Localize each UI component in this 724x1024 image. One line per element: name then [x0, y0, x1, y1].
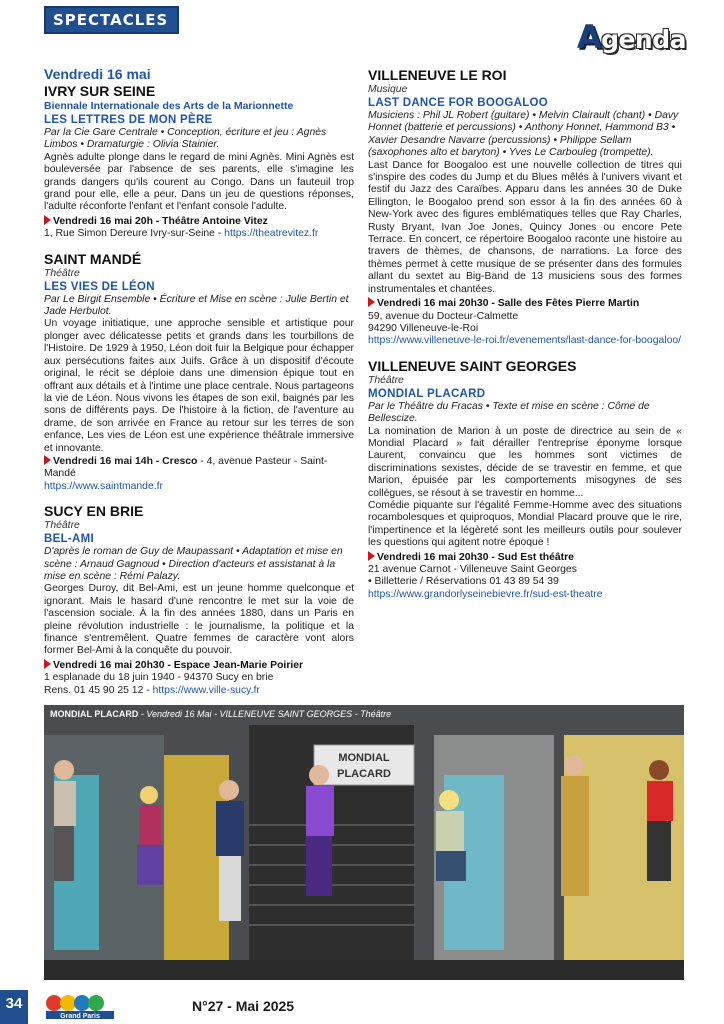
- section-tag: SPECTACLES: [44, 6, 179, 34]
- city-heading: SUCY EN BRIE: [44, 503, 144, 520]
- description: Last Dance for Boogaloo est une nouvelle collection de titres qui s'inspire des codes du Jump et du Blues mêlés à l'univers vivant et festif du Jazz des Caraïbes. Apparu dans les années 30 de Duke Ellington, le Boogaloo prend son essor à la fin des années 60 à New-York avec des figures emblématiques telles que Ray Charles, Rusty Bryant, Ivan Joe Jones, Quincy Jones ou encore Pete Terrace. En concert, ce répertoire Boogaloo raconte une histoire au travers de thèmes, de chansons, de narrations. La force des thèmes permet à cette musique de se présenter dans des formules allant du sextet au Big-Band de 13 musiciens sous des formes instrumentales et chantées.: [368, 159, 682, 295]
- website-link[interactable]: https://www.ville-sucy.fr: [152, 684, 260, 696]
- arrow-icon: [44, 215, 51, 225]
- address-line: 94290 Villeneuve-le-Roi: [368, 322, 479, 334]
- event-ivry: [44, 83, 354, 241]
- address: 1 esplanade du 18 juin 1940 - 94370 Sucy en brie: [44, 672, 274, 684]
- address: 21 avenue Carnot - Villeneuve Saint Georges: [368, 564, 577, 575]
- website-link[interactable]: https://www.villeneuve-le-roi.fr/evenements/last-dance-for-boogaloo/: [368, 335, 682, 347]
- description: Georges Duroy, dit Bel-Ami, est un jeune homme quelconque et ignorant. Mais le hasard d'une rencontre le met sur la voie de l'ascension sociale. À la fin des années 1880, dans un Paris en pleine révolution industrielle : le journalisme, la politique et la finance s'entremêlent. Quatre femmes de caractère vont alors former Bel-Ami à la conquête du pouvoir.: [44, 583, 354, 657]
- show-title: BEL-AMI: [44, 533, 95, 546]
- address-line: 59, avenue du Docteur-Calmette: [368, 310, 519, 322]
- show-title: LES VIES DE LÉON: [44, 280, 155, 293]
- phone: Rens. 01 45 90 25 12 - https://www.ville-sucy.fr: [44, 684, 260, 696]
- date-line: Vendredi 16 mai 20h30 - Espace Jean-Marie Poirier: [44, 659, 354, 672]
- event-villeneuve-saint-georges: [368, 358, 682, 602]
- right-column: [368, 66, 682, 611]
- issue-number: N°27 - Mai 2025: [192, 998, 295, 1014]
- show-title: MONDIAL PLACARD: [368, 387, 486, 400]
- show-photo: [44, 705, 684, 980]
- arrow-icon: [368, 551, 375, 561]
- website-link[interactable]: https://theatrevitez.fr: [224, 228, 319, 240]
- arrow-icon: [44, 455, 51, 465]
- event-saint-mande: [44, 251, 354, 494]
- website-link[interactable]: https://www.saintmande.fr: [44, 480, 163, 492]
- genre: Théâtre: [44, 520, 80, 532]
- credits: Musiciens : Phil JL Robert (guitare) • Melvin Clairault (chant) • Davy Honnet (batterie et percussions) • Anthony Honnet, Hammond B3 • Xavier Desandre Navarre (percussions) • Philippe Sellam (saxophones alto et baryton) • Yves Le Carbouleg (trompette).: [368, 110, 679, 159]
- website-link[interactable]: https://www.grandorlyseinebievre.fr/sud-est-theatre: [368, 588, 603, 600]
- city-heading: SAINT MANDÉ: [44, 250, 142, 267]
- genre: Musique: [368, 84, 408, 95]
- description: La nomination de Marion à un poste de directrice au sein de « Mondial Placard » fait dérailler l'entreprise éponyme lorsque Laurent, convaincu que les hommes sont victimes de discriminations sexistes, décide de se travestir en femme, et que Marion, épuisée par les comportements misogynes de ses collègues, se résout à se travestir en homme...: [368, 425, 682, 499]
- logo-text: Grand Paris: [60, 1013, 100, 1020]
- genre: Théâtre: [368, 374, 404, 386]
- date-line: Vendredi 16 mai 14h - Cresco - 4, avenue Pasteur - Saint-Mandé: [44, 455, 328, 480]
- festival-name: Biennale Internationale des Arts de la Marionnette: [44, 100, 294, 112]
- genre: Théâtre: [44, 267, 80, 279]
- sign-text-1: MONDIAL: [338, 752, 390, 764]
- credits: Par le Théâtre du Fracas • Texte et mise en scène : Côme de Bellescize.: [368, 400, 650, 425]
- description: Un voyage initiatique, une approche sensible et artistique pour plonger avec délicatesse petits et grands dans les tourbillons de l'Histoire. De 1929 à 1950, Léon doit fuir la Belgique pour échapper aux persécutions faites aux Juifs. Grâce à un dispositif d'écoute original, le récit se déploie dans une dimension épique tout en offrant aux détails et à l'intime une place centrale. Nous partageons la vie de Léon. Nous vivons les étapes de son exil, baignés par les sons de différents pays. De l'histoire à la fiction, de l'aventure au drame, de son arrivée en France au retour sur les terres de son enfance, Les vies de Léon est une expérience théâtrale immersive et innovante.: [44, 318, 354, 454]
- event-sucy: [44, 503, 354, 697]
- show-title: LAST DANCE FOR BOOGALOO: [368, 97, 549, 109]
- description: Comédie piquante sur l'égalité Femme-Homme avec des situations rocambolesques et quiproquos, Mondial Placard prouve que le rire, l'impertinence et la légèreté sont les meilleurs outils pour soulever les questions qui agitent notre époque !: [368, 499, 682, 549]
- day-heading: Vendredi 16 mai: [44, 66, 151, 82]
- agenda-logo: Agenda: [576, 18, 686, 56]
- show-title: LES LETTRES DE MON PÈRE: [44, 114, 213, 126]
- photo-caption: MONDIAL PLACARD - Vendredi 16 Mai - VILLENEUVE SAINT GEORGES - Théâtre: [50, 709, 392, 719]
- city-heading: VILLENEUVE SAINT GEORGES: [368, 357, 577, 374]
- page-number: 34: [0, 990, 28, 1024]
- arrow-icon: [368, 297, 375, 307]
- city-heading: IVRY SUR SEINE: [44, 83, 156, 99]
- description: Agnès adulte plonge dans le regard de mini Agnès. Mini Agnès est bouleversée par l'absence de ses parents, elle s'imagine les grands dangers qu'ils courent au Congo. Dans un fauteuil trop grand pour elle, elle a peur. Dans un jeu de questions réponses, l'adulte réconforte l'enfant et l'enfant console l'adulte.: [44, 151, 354, 213]
- credits: D'après le roman de Guy de Maupassant • Adaptation et mise en scène : Arnaud Gagnoud • Direction d'acteurs et assistanat à la mise en scène : Rémi Palazy.: [44, 546, 343, 582]
- date-line: Vendredi 16 mai 20h30 - Salle des Fêtes Pierre Martin: [368, 297, 682, 310]
- left-column: [44, 66, 354, 707]
- credits: Par la Cie Gare Centrale • Conception, écriture et jeu : Agnès Limbos • Dramaturgie : Olivia Stainier.: [44, 127, 327, 151]
- address: 1, Rue Simon Dereure Ivry-sur-Seine - https://theatrevitez.fr: [44, 228, 319, 240]
- credits: Par Le Birgit Ensemble • Écriture et Mise en scène : Julie Bertin et Jade Herbulot.: [44, 293, 349, 318]
- sign-text-2: PLACARD: [337, 768, 391, 780]
- city-heading: VILLENEUVE LE ROI: [368, 67, 507, 83]
- tickets: • Billetterie / Réservations 01 43 89 54 39: [368, 576, 559, 588]
- arrow-icon: [44, 659, 51, 669]
- event-villeneuve-le-roi: [368, 67, 682, 348]
- date-line: Vendredi 16 mai 20h30 - Sud Est théâtre: [368, 551, 682, 564]
- magazine-logo: [44, 992, 116, 1020]
- stage-illustration: [44, 705, 684, 980]
- date-line: Vendredi 16 mai 20h - Théâtre Antoine Vitez: [44, 215, 354, 228]
